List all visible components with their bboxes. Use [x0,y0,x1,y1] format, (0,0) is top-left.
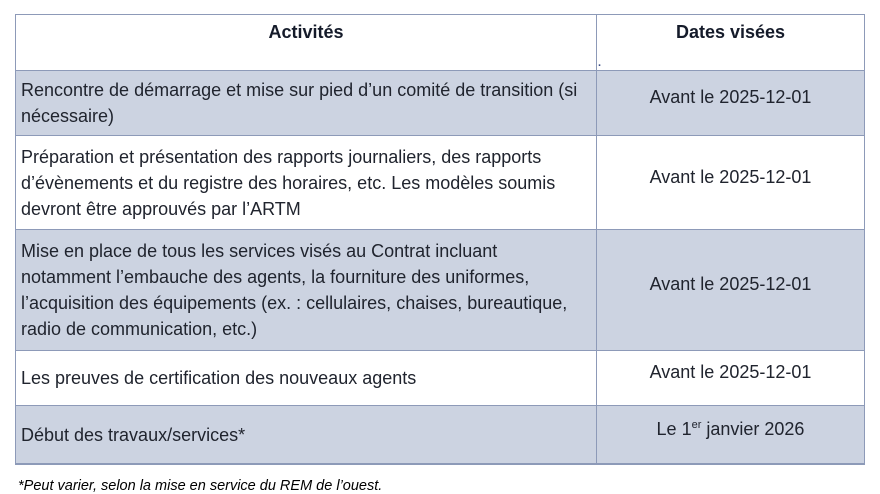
date-cell: Avant le 2025-12-01 [597,230,865,351]
activity-cell: Les preuves de certification des nouveaux agents [16,351,597,406]
activity-cell: Rencontre de démarrage et mise sur pied d’un comité de transition (si nécessaire) [16,71,597,136]
stray-period-mark: . [598,57,602,69]
table-row [16,406,865,465]
date-text-prefix: Le 1 [656,418,692,439]
column-header-dates-label: Dates visées [675,22,786,42]
column-header-activities [16,15,597,71]
column-header-activities-label: Activités [268,22,344,42]
table-row [16,230,865,351]
date-cell: Avant le 2025-12-01 [597,136,865,230]
date-text-suffix: janvier 2026 [701,418,805,439]
date-cell [597,406,865,465]
table-row [16,351,865,406]
activity-cell: Préparation et présentation des rapports journaliers, des rapports d’évènements et du registre des horaires, etc. Les modèles soumis devront être approuvés par l’ARTM [16,136,597,230]
activities-schedule-table [15,14,865,465]
date-cell: Avant le 2025-12-01 [597,351,865,406]
table-row [16,71,865,136]
footnote: *Peut varier, selon la mise en service du REM de l’ouest. [18,478,383,494]
table-row [16,136,865,230]
date-cell: Avant le 2025-12-01 [597,71,865,136]
activity-cell: Début des travaux/services* [16,406,597,465]
activity-cell: Mise en place de tous les services visés au Contrat incluant notamment l’embauche des agents, la fourniture des uniformes, l’acquisition des équipements (ex. : cellulaires, chaises, bureautique, radio de communication, etc.) [16,230,597,351]
date-ordinal-superscript: er [691,418,702,431]
table-header-row [16,15,865,71]
column-header-dates [597,15,865,71]
